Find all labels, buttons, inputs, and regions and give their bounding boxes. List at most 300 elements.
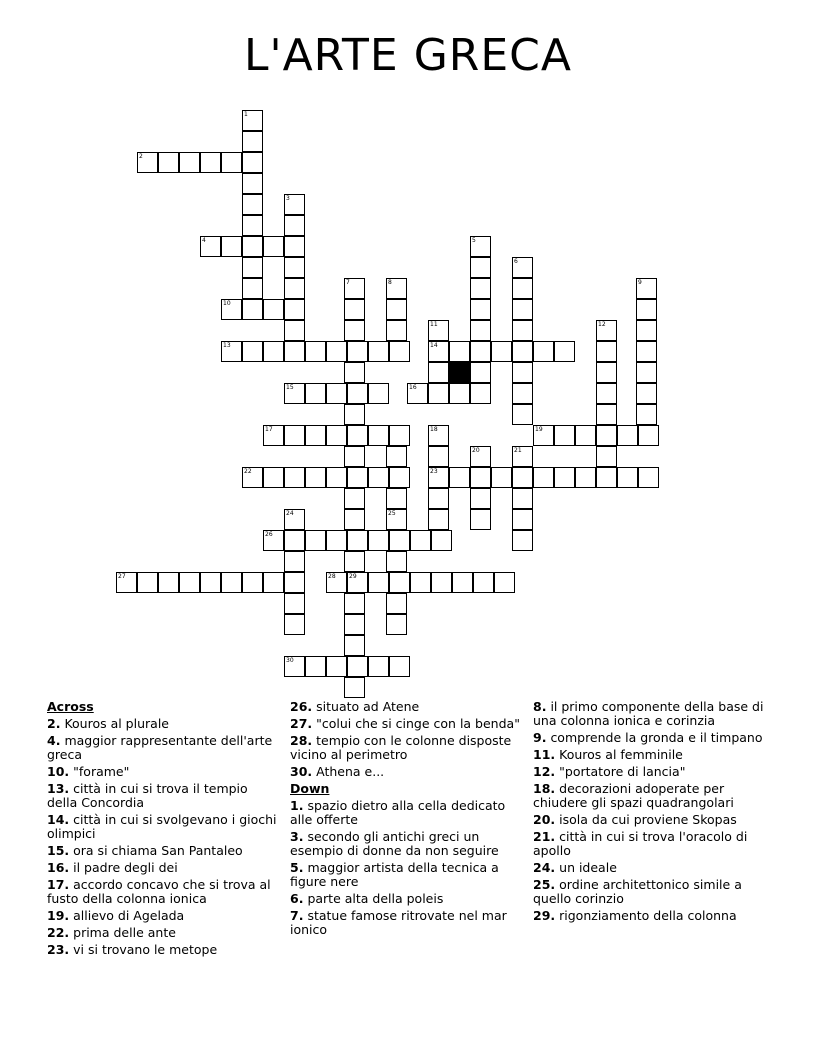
grid-cell[interactable] xyxy=(116,572,137,593)
clue-text: "colui che si cinge con la benda" xyxy=(316,716,520,731)
grid-cell[interactable] xyxy=(512,467,533,488)
clue xyxy=(47,909,279,923)
grid-cell[interactable] xyxy=(491,467,512,488)
grid-cell[interactable] xyxy=(242,341,263,362)
clue-number: 1. xyxy=(290,798,304,813)
grid-cell[interactable] xyxy=(636,320,657,341)
grid-cell[interactable] xyxy=(368,656,389,677)
grid-cell[interactable] xyxy=(512,446,533,467)
grid-cell[interactable] xyxy=(242,299,263,320)
cell-number: 6 xyxy=(514,258,518,265)
grid-cell[interactable] xyxy=(491,341,512,362)
grid-cell[interactable] xyxy=(263,572,284,593)
grid-cell[interactable] xyxy=(221,572,242,593)
clue-text: Kouros al plurale xyxy=(64,716,169,731)
grid-cell[interactable] xyxy=(389,572,410,593)
cell-number: 29 xyxy=(349,573,357,580)
grid-cell[interactable] xyxy=(636,383,657,404)
grid-cell[interactable] xyxy=(326,656,347,677)
cell-number: 18 xyxy=(430,426,438,433)
across-header: Across xyxy=(47,699,94,714)
grid-cell[interactable] xyxy=(242,257,263,278)
clue xyxy=(290,717,522,731)
grid-cell[interactable] xyxy=(368,572,389,593)
grid-cell[interactable] xyxy=(512,488,533,509)
grid-cell[interactable] xyxy=(263,299,284,320)
grid-cell[interactable] xyxy=(512,320,533,341)
clue-text: comprende la gronda e il timpano xyxy=(550,730,763,745)
grid-cell[interactable] xyxy=(470,488,491,509)
clue-number: 26. xyxy=(290,699,313,714)
grid-cell[interactable] xyxy=(596,404,617,425)
cell-number: 9 xyxy=(638,279,642,286)
clue-number: 27. xyxy=(290,716,313,731)
grid-cell[interactable] xyxy=(221,236,242,257)
grid-cell[interactable] xyxy=(221,299,242,320)
cell-number: 12 xyxy=(598,321,606,328)
grid-cell[interactable] xyxy=(636,278,657,299)
cell-number: 19 xyxy=(535,426,543,433)
grid-cell[interactable] xyxy=(263,467,284,488)
grid-cell[interactable] xyxy=(470,257,491,278)
grid-cell[interactable] xyxy=(386,299,407,320)
grid-cell[interactable] xyxy=(284,257,305,278)
cell-number: 25 xyxy=(388,510,396,517)
clue-number: 4. xyxy=(47,733,61,748)
clue-number: 14. xyxy=(47,812,70,827)
grid-cell[interactable] xyxy=(284,467,305,488)
grid-cell[interactable] xyxy=(305,656,326,677)
grid-cell[interactable] xyxy=(368,341,389,362)
grid-cell[interactable] xyxy=(242,278,263,299)
grid-cell[interactable] xyxy=(389,425,410,446)
grid-cell[interactable] xyxy=(284,215,305,236)
cell-number: 4 xyxy=(202,237,206,244)
cell-number: 1 xyxy=(244,111,248,118)
grid-cell[interactable] xyxy=(494,572,515,593)
clue-number: 9. xyxy=(533,730,547,745)
grid-cell[interactable] xyxy=(368,530,389,551)
grid-cell[interactable] xyxy=(470,320,491,341)
grid-cell[interactable] xyxy=(452,572,473,593)
grid-cell[interactable] xyxy=(428,320,449,341)
grid-cell[interactable] xyxy=(473,572,494,593)
grid-cell[interactable] xyxy=(386,593,407,614)
clue xyxy=(290,765,522,779)
clue-text: parte alta della poleis xyxy=(307,891,444,906)
cell-number: 11 xyxy=(430,321,438,328)
clue-text: il padre degli dei xyxy=(73,860,178,875)
clue-text: ora si chiama San Pantaleo xyxy=(73,843,243,858)
clue-number: 28. xyxy=(290,733,313,748)
cell-number: 22 xyxy=(244,468,252,475)
grid-cell[interactable] xyxy=(326,572,347,593)
grid-cell[interactable] xyxy=(344,614,365,635)
clue xyxy=(290,861,522,889)
clue xyxy=(47,734,279,762)
grid-cell[interactable] xyxy=(449,341,470,362)
clue-number: 5. xyxy=(290,860,304,875)
grid-cell[interactable] xyxy=(596,362,617,383)
clue-number: 7. xyxy=(290,908,304,923)
grid-cell[interactable] xyxy=(344,488,365,509)
grid-cell[interactable] xyxy=(347,572,368,593)
clue-number: 20. xyxy=(533,812,556,827)
grid-cell[interactable] xyxy=(242,467,263,488)
grid-cell[interactable] xyxy=(512,362,533,383)
grid-cell[interactable] xyxy=(284,656,305,677)
cell-number: 5 xyxy=(472,237,476,244)
cell-number: 20 xyxy=(472,447,480,454)
clue xyxy=(47,782,279,810)
clue-number: 17. xyxy=(47,877,70,892)
clue-text: città in cui si trova l'oracolo di apollo xyxy=(533,829,748,858)
clue-number: 12. xyxy=(533,764,556,779)
grid-cell[interactable] xyxy=(554,467,575,488)
clue xyxy=(533,748,768,762)
clue-text: il primo componente della base di una colonna ionica e corinzia xyxy=(533,699,764,728)
grid-cell[interactable] xyxy=(284,551,305,572)
grid-cell[interactable] xyxy=(242,194,263,215)
clue-number: 6. xyxy=(290,891,304,906)
grid-cell[interactable] xyxy=(512,404,533,425)
grid-cell[interactable] xyxy=(284,425,305,446)
grid-cell[interactable] xyxy=(596,467,617,488)
grid-cell[interactable] xyxy=(470,299,491,320)
clue xyxy=(290,734,522,762)
grid-cell[interactable] xyxy=(221,152,242,173)
grid-cell[interactable] xyxy=(389,341,410,362)
grid-cell[interactable] xyxy=(263,425,284,446)
cell-number: 17 xyxy=(265,426,273,433)
cell-number: 7 xyxy=(346,279,350,286)
grid-cell[interactable] xyxy=(263,530,284,551)
grid-cell[interactable] xyxy=(512,341,533,362)
clue xyxy=(533,861,768,875)
grid-cell[interactable] xyxy=(428,509,449,530)
grid-cell[interactable] xyxy=(386,446,407,467)
cell-number: 24 xyxy=(286,510,294,517)
cell-number: 14 xyxy=(430,342,438,349)
grid-cell[interactable] xyxy=(389,467,410,488)
grid-cell[interactable] xyxy=(284,320,305,341)
clue-number: 11. xyxy=(533,747,556,762)
clue-text: statue famose ritrovate nel mar ionico xyxy=(290,908,507,937)
grid-cell[interactable] xyxy=(305,425,326,446)
clue-number: 18. xyxy=(533,781,556,796)
grid-cell[interactable] xyxy=(344,404,365,425)
clue-number: 15. xyxy=(47,843,70,858)
grid-cell[interactable] xyxy=(575,467,596,488)
grid-cell[interactable] xyxy=(596,320,617,341)
grid-cell[interactable] xyxy=(410,530,431,551)
grid-cell[interactable] xyxy=(284,530,305,551)
clue xyxy=(533,830,768,858)
cell-number: 13 xyxy=(223,342,231,349)
grid-cell[interactable] xyxy=(636,404,657,425)
grid-cell[interactable] xyxy=(344,509,365,530)
grid-cell[interactable] xyxy=(326,341,347,362)
grid-cell[interactable] xyxy=(347,467,368,488)
cell-number: 26 xyxy=(265,531,273,538)
grid-cell[interactable] xyxy=(200,236,221,257)
cell-number: 21 xyxy=(514,447,522,454)
clue-text: accordo concavo che si trova al fusto della colonna ionica xyxy=(47,877,271,906)
grid-cell[interactable] xyxy=(284,236,305,257)
black-cell xyxy=(449,362,470,383)
clue-text: "forame" xyxy=(73,764,130,779)
clue-number: 19. xyxy=(47,908,70,923)
clue-number: 13. xyxy=(47,781,70,796)
grid-cell[interactable] xyxy=(470,341,491,362)
grid-cell[interactable] xyxy=(638,425,659,446)
grid-cell[interactable] xyxy=(533,467,554,488)
grid-cell[interactable] xyxy=(284,341,305,362)
grid-cell[interactable] xyxy=(470,446,491,467)
grid-cell[interactable] xyxy=(533,341,554,362)
grid-cell[interactable] xyxy=(449,383,470,404)
clue xyxy=(290,799,522,827)
clue-number: 22. xyxy=(47,925,70,940)
clue xyxy=(47,943,279,957)
grid-cell[interactable] xyxy=(326,383,347,404)
cell-number: 2 xyxy=(139,153,143,160)
grid-cell[interactable] xyxy=(512,278,533,299)
clue xyxy=(47,861,279,875)
grid-cell[interactable] xyxy=(596,383,617,404)
grid-cell[interactable] xyxy=(200,152,221,173)
grid-cell[interactable] xyxy=(428,446,449,467)
grid-cell[interactable] xyxy=(636,299,657,320)
clue-number: 8. xyxy=(533,699,547,714)
grid-cell[interactable] xyxy=(284,509,305,530)
grid-cell[interactable] xyxy=(470,362,491,383)
grid-cell[interactable] xyxy=(347,656,368,677)
clue-number: 30. xyxy=(290,764,313,779)
grid-cell[interactable] xyxy=(344,320,365,341)
clue xyxy=(47,878,279,906)
clue xyxy=(47,765,279,779)
grid-cell[interactable] xyxy=(326,425,347,446)
grid-cell[interactable] xyxy=(533,425,554,446)
clue xyxy=(47,717,279,731)
grid-cell[interactable] xyxy=(596,425,617,446)
clue-text: "portatore di lancia" xyxy=(559,764,686,779)
grid-cell[interactable] xyxy=(326,530,347,551)
grid-cell[interactable] xyxy=(428,383,449,404)
grid-cell[interactable] xyxy=(305,383,326,404)
clue xyxy=(290,830,522,858)
grid-cell[interactable] xyxy=(512,530,533,551)
grid-cell[interactable] xyxy=(344,278,365,299)
grid-cell[interactable] xyxy=(596,341,617,362)
grid-cell[interactable] xyxy=(428,467,449,488)
clue-text: ordine architettonico simile a quello corinzio xyxy=(533,877,742,906)
grid-cell[interactable] xyxy=(200,572,221,593)
grid-cell[interactable] xyxy=(263,341,284,362)
clue xyxy=(533,700,768,728)
clue-number: 2. xyxy=(47,716,61,731)
grid-cell[interactable] xyxy=(242,110,263,131)
grid-cell[interactable] xyxy=(386,278,407,299)
puzzle-title: L'ARTE GRECA xyxy=(243,30,573,81)
grid-cell[interactable] xyxy=(326,467,347,488)
grid-cell[interactable] xyxy=(242,173,263,194)
grid-cell[interactable] xyxy=(512,257,533,278)
clue-text: maggior rappresentante dell'arte greca xyxy=(47,733,273,762)
grid-cell[interactable] xyxy=(389,656,410,677)
clue-text: tempio con le colonne disposte vicino al perimetro xyxy=(290,733,512,762)
grid-cell[interactable] xyxy=(575,425,596,446)
cell-number: 28 xyxy=(328,573,336,580)
grid-cell[interactable] xyxy=(386,488,407,509)
grid-cell[interactable] xyxy=(449,467,470,488)
grid-cell[interactable] xyxy=(470,467,491,488)
clue-number: 23. xyxy=(47,942,70,957)
grid-cell[interactable] xyxy=(617,425,638,446)
grid-cell[interactable] xyxy=(386,320,407,341)
grid-cell[interactable] xyxy=(470,236,491,257)
grid-cell[interactable] xyxy=(512,383,533,404)
grid-cell[interactable] xyxy=(554,425,575,446)
grid-cell[interactable] xyxy=(428,488,449,509)
grid-cell[interactable] xyxy=(284,572,305,593)
clue-text: prima delle ante xyxy=(73,925,176,940)
clue-text: decorazioni adoperate per chiudere gli spazi quadrangolari xyxy=(533,781,734,810)
grid-cell[interactable] xyxy=(386,551,407,572)
grid-cell[interactable] xyxy=(554,341,575,362)
clue xyxy=(533,909,768,923)
clue-text: rigonziamento della colonna xyxy=(559,908,737,923)
grid-cell[interactable] xyxy=(221,341,242,362)
grid-cell[interactable] xyxy=(344,593,365,614)
grid-cell[interactable] xyxy=(512,509,533,530)
clue-text: città in cui si svolgevano i giochi olimpici xyxy=(47,812,277,841)
clue-number: 21. xyxy=(533,829,556,844)
grid-cell[interactable] xyxy=(344,446,365,467)
clue xyxy=(47,926,279,940)
grid-cell[interactable] xyxy=(242,152,263,173)
clue-number: 16. xyxy=(47,860,70,875)
clue-text: secondo gli antichi greci un esempio di donne da non seguire xyxy=(290,829,499,858)
clue-text: allievo di Agelada xyxy=(73,908,185,923)
clue xyxy=(47,844,279,858)
grid-cell[interactable] xyxy=(368,425,389,446)
grid-cell[interactable] xyxy=(344,635,365,656)
clue-number: 3. xyxy=(290,829,304,844)
grid-cell[interactable] xyxy=(179,152,200,173)
grid-cell[interactable] xyxy=(512,299,533,320)
grid-cell[interactable] xyxy=(431,530,452,551)
grid-cell[interactable] xyxy=(263,236,284,257)
grid-cell[interactable] xyxy=(428,425,449,446)
grid-cell[interactable] xyxy=(242,131,263,152)
grid-cell[interactable] xyxy=(368,383,389,404)
grid-cell[interactable] xyxy=(305,530,326,551)
clues-column-2 xyxy=(290,700,522,940)
grid-cell[interactable] xyxy=(158,572,179,593)
clue-text: isola da cui proviene Skopas xyxy=(559,812,737,827)
grid-cell[interactable] xyxy=(305,467,326,488)
grid-cell[interactable] xyxy=(305,341,326,362)
clue-text: città in cui si trova il tempio della Concordia xyxy=(47,781,248,810)
cell-number: 23 xyxy=(430,468,438,475)
grid-cell[interactable] xyxy=(428,362,449,383)
grid-cell[interactable] xyxy=(284,593,305,614)
grid-cell[interactable] xyxy=(284,299,305,320)
grid-cell[interactable] xyxy=(242,572,263,593)
clue xyxy=(290,909,522,937)
grid-cell[interactable] xyxy=(347,383,368,404)
grid-cell[interactable] xyxy=(284,614,305,635)
grid-cell[interactable] xyxy=(284,194,305,215)
grid-cell[interactable] xyxy=(344,551,365,572)
cell-number: 15 xyxy=(286,384,294,391)
grid-cell[interactable] xyxy=(636,362,657,383)
grid-cell[interactable] xyxy=(638,467,659,488)
clue xyxy=(533,782,768,810)
grid-cell[interactable] xyxy=(428,341,449,362)
clues-column-3 xyxy=(533,700,768,926)
clue-text: situato ad Atene xyxy=(316,699,420,714)
cell-number: 10 xyxy=(223,300,231,307)
clues-column-1 xyxy=(47,700,279,960)
grid-cell[interactable] xyxy=(137,572,158,593)
cell-number: 27 xyxy=(118,573,126,580)
grid-cell[interactable] xyxy=(347,341,368,362)
grid-cell[interactable] xyxy=(284,383,305,404)
clue-text: Athena e... xyxy=(316,764,385,779)
clue xyxy=(290,700,522,714)
grid-cell[interactable] xyxy=(344,362,365,383)
clue xyxy=(47,813,279,841)
clue-number: 24. xyxy=(533,860,556,875)
grid-cell[interactable] xyxy=(636,341,657,362)
grid-cell[interactable] xyxy=(347,425,368,446)
down-header: Down xyxy=(290,781,330,796)
clue xyxy=(533,878,768,906)
grid-cell[interactable] xyxy=(137,152,158,173)
cell-number: 8 xyxy=(388,279,392,286)
grid-cell[interactable] xyxy=(179,572,200,593)
grid-cell[interactable] xyxy=(431,572,452,593)
grid-cell[interactable] xyxy=(596,446,617,467)
grid-cell[interactable] xyxy=(407,383,428,404)
grid-cell[interactable] xyxy=(347,530,368,551)
cell-number: 30 xyxy=(286,657,294,664)
grid-cell[interactable] xyxy=(617,467,638,488)
cell-number: 16 xyxy=(409,384,417,391)
grid-cell[interactable] xyxy=(470,278,491,299)
clue-text: Kouros al femminile xyxy=(559,747,683,762)
grid-cell[interactable] xyxy=(158,152,179,173)
grid-cell[interactable] xyxy=(344,299,365,320)
clue xyxy=(533,765,768,779)
clue-number: 29. xyxy=(533,908,556,923)
grid-cell[interactable] xyxy=(470,509,491,530)
grid-cell[interactable] xyxy=(284,278,305,299)
clue-number: 10. xyxy=(47,764,70,779)
grid-cell[interactable] xyxy=(242,215,263,236)
grid-cell[interactable] xyxy=(470,383,491,404)
grid-cell[interactable] xyxy=(242,236,263,257)
grid-cell[interactable] xyxy=(368,467,389,488)
grid-cell[interactable] xyxy=(410,572,431,593)
grid-cell[interactable] xyxy=(344,677,365,698)
grid-cell[interactable] xyxy=(386,509,407,530)
grid-cell[interactable] xyxy=(386,614,407,635)
grid-cell[interactable] xyxy=(389,530,410,551)
